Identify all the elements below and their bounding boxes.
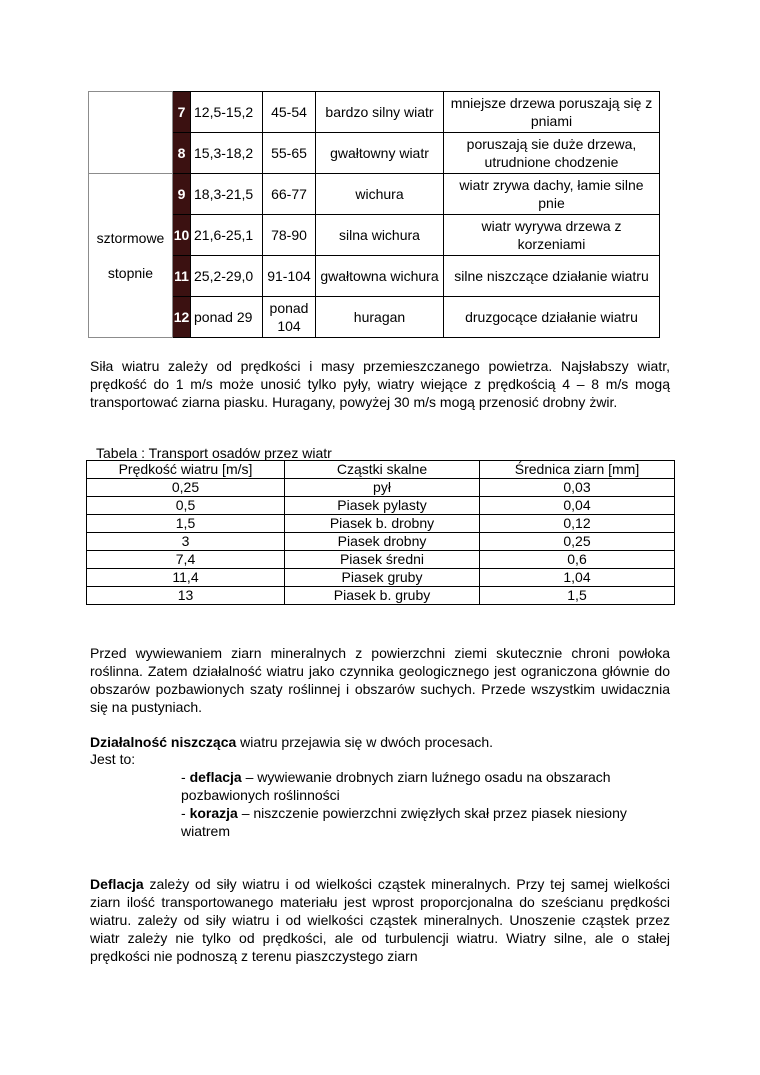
wind-effect: druzgocące działanie wiatru <box>444 297 660 338</box>
speed-ms: 15,3-18,2 <box>191 133 263 174</box>
term-corrasion: korazja <box>189 805 238 821</box>
dash: - <box>181 769 190 785</box>
group-cell-empty <box>89 92 173 174</box>
table-row <box>89 297 660 338</box>
wind-name: huragan <box>316 297 444 338</box>
cell: 3 <box>87 533 285 551</box>
scale-number: 10 <box>173 215 191 256</box>
cell: 13 <box>87 587 285 605</box>
cell: Piasek średni <box>285 551 480 569</box>
term-description: – niszczenie powierzchni zwięzłych skał przez piasek niesiony wiatrem <box>181 805 627 839</box>
cell: 7,4 <box>87 551 285 569</box>
bold-term: Deflacja <box>90 876 144 892</box>
scale-number: 12 <box>173 297 191 338</box>
table-row <box>89 174 660 215</box>
list-item-deflation <box>181 768 676 804</box>
table-row <box>87 479 675 497</box>
heading-rest: wiatru przejawia się w dwóch procesach. <box>236 734 494 750</box>
paragraph-text: zależy od siły wiatru i od wielkości cząstek mineralnych. Przy tej samej wielkości ziarn ilość transportowanego materiału jest wprost proporcjonalna do sześcianu prędkości wiatru. zależy od siły wiatru i od wielkości cząstek mineralnych. Unoszenie cząstek przez wiatr zależy nie tylko od prędkości, ale od turbulencji wiatru. Wiatry silne, ale o stałej prędkości nie podnoszą z terenu piaszczystego ziarn <box>90 876 670 964</box>
table-row <box>87 587 675 605</box>
column-header: Prędkość wiatru [m/s] <box>87 461 285 479</box>
cell: 0,04 <box>480 497 675 515</box>
cell: 11,4 <box>87 569 285 587</box>
beaufort-table <box>88 91 660 338</box>
cell: 0,12 <box>480 515 675 533</box>
cell: 0,6 <box>480 551 675 569</box>
table-row <box>87 533 675 551</box>
wind-name: bardzo silny wiatr <box>316 92 444 133</box>
dash: - <box>181 805 190 821</box>
table-row <box>89 256 660 297</box>
cell: Piasek pylasty <box>285 497 480 515</box>
speed-kmh: ponad 104 <box>263 297 316 338</box>
group-label-line1: sztormowe <box>96 229 165 246</box>
speed-kmh: 55-65 <box>263 133 316 174</box>
group-label-line2: stopnie <box>107 264 154 281</box>
wind-effect: wiatr zrywa dachy, łamie silne pnie <box>444 174 660 215</box>
speed-kmh: 66-77 <box>263 174 316 215</box>
paragraph-deflation <box>90 875 670 965</box>
table-row <box>87 569 675 587</box>
cell: 0,03 <box>480 479 675 497</box>
speed-kmh: 45-54 <box>263 92 316 133</box>
cell: 0,5 <box>87 497 285 515</box>
wind-name: gwałtowny wiatr <box>316 133 444 174</box>
term-deflation: deflacja <box>189 769 242 785</box>
cell: pył <box>285 479 480 497</box>
group-cell-storm <box>89 174 173 338</box>
cell: Piasek b. gruby <box>285 587 480 605</box>
table-row <box>87 497 675 515</box>
destructive-heading <box>90 733 493 751</box>
scale-number: 8 <box>173 133 191 174</box>
table-row <box>87 515 675 533</box>
column-header: Cząstki skalne <box>285 461 480 479</box>
speed-ms: 25,2-29,0 <box>191 256 263 297</box>
bold-term: Działalność niszcząca <box>90 734 237 750</box>
wind-name: wichura <box>316 174 444 215</box>
table-header-row <box>87 461 675 479</box>
column-header: Średnica ziarn [mm] <box>480 461 675 479</box>
scale-number: 9 <box>173 174 191 215</box>
speed-ms: 21,6-25,1 <box>191 215 263 256</box>
cell: 0,25 <box>480 533 675 551</box>
cell: 1,5 <box>480 587 675 605</box>
wind-effect: wiatr wyrywa drzewa z korzeniami <box>444 215 660 256</box>
cell: 1,04 <box>480 569 675 587</box>
wind-effect: mniejsze drzewa poruszają się z pniami <box>444 92 660 133</box>
wind-effect: poruszają sie duże drzewa, utrudnione chodzenie <box>444 133 660 174</box>
table-row <box>89 133 660 174</box>
cell: 1,5 <box>87 515 285 533</box>
wind-name: silna wichura <box>316 215 444 256</box>
paragraph-vegetation: Przed wywiewaniem ziarn mineralnych z powierzchni ziemi skutecznie chroni powłoka roślinna. Zatem działalność wiatru jako czynnika geologicznego jest ograniczona głównie do obszarów pozbawionych szaty roślinnej i obszarów suchych. Przede wszystkim uwidacznia się na pustyniach. <box>90 645 670 715</box>
table-row <box>87 551 675 569</box>
cell: Piasek b. drobny <box>285 515 480 533</box>
term-description: – wywiewanie drobnych ziarn luźnego osadu na obszarach pozbawionych roślinności <box>181 769 611 803</box>
list-item-corrasion <box>181 804 676 840</box>
speed-ms: 18,3-21,5 <box>191 174 263 215</box>
table-row <box>89 92 660 133</box>
cell: Piasek drobny <box>285 533 480 551</box>
cell: Piasek gruby <box>285 569 480 587</box>
sediment-transport-table <box>86 460 675 605</box>
paragraph-wind-force: Siła wiatru zależy od prędkości i masy przemieszczanego powietrza. Najsłabszy wiatr, prędkość do 1 m/s może unosić tylko pyły, wiatry wiejące z prędkością 4 – 8 m/s mogą transportować ziarna piasku. Huragany, powyżej 30 m/s mogą przenosić drobny żwir. <box>90 358 670 410</box>
wind-effect: silne niszczące działanie wiatru <box>444 256 660 297</box>
list-intro: Jest to: <box>90 751 136 767</box>
scale-number: 11 <box>173 256 191 297</box>
wind-name: gwałtowna wichura <box>316 256 444 297</box>
table-row <box>89 215 660 256</box>
table-caption: Tabela : Transport osadów przez wiatr <box>96 445 332 461</box>
speed-ms: ponad 29 <box>191 297 263 338</box>
speed-kmh: 91-104 <box>263 256 316 297</box>
scale-number: 7 <box>173 92 191 133</box>
speed-ms: 12,5-15,2 <box>191 92 263 133</box>
speed-kmh: 78-90 <box>263 215 316 256</box>
cell: 0,25 <box>87 479 285 497</box>
